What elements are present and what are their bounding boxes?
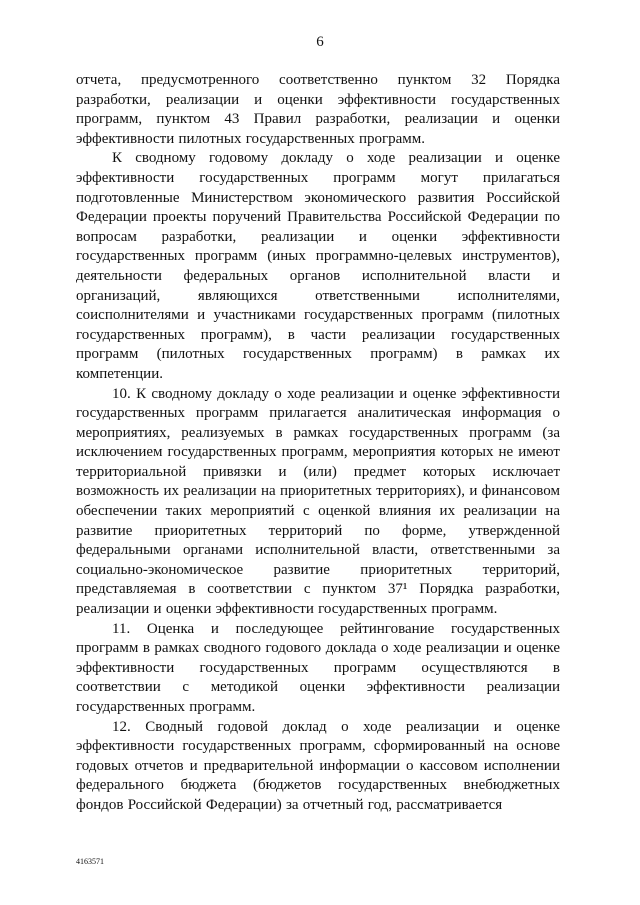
document-code: 4163571 [76,857,104,866]
document-body [76,71,560,816]
paragraph-item-12: 12. Сводный годовой доклад о ходе реализации и оценке эффективности государственных программ, сформированный на основе годовых отчетов и предварительной информации о кассовом исполнении федерального бюджета (бюджетов государственных внебюджетных фондов Российской Федерации) за отчетный год, рассматривается [76,718,560,813]
paragraph-item-10: 10. К сводному докладу о ходе реализации и оценке эффективности государственных программ прилагается аналитическая информация о мероприятиях, реализуемых в рамках государственных программ (за исключением государственных программ, мероприятия которых не имеют территориальной привязки и (или) предмет которых исключает возможность их реализации на приоритетных территориях), и финансовом обеспечении таких мероприятий с оценкой влияния их реализации на развитие приоритетных территорий по форме, утвержденной федеральными органами исполнительной власти, ответственными за социально-экономическое развитие приоритетных территорий, представляемая в соответствии с пунктом 37¹ Порядка разработки, реализации и оценки эффективности государственных программ. [76,385,560,618]
paragraph-continuation: отчета, предусмотренного соответственно пунктом 32 Порядка разработки, реализации и оценки эффективности государственных программ, пунктом 43 Правил разработки, реализации и оценки эффективности пилотных государственных программ. [76,72,560,147]
paragraph-draft-instructions: К сводному годовому докладу о ходе реализации и оценке эффективности государственных программ могут прилагаться подготовленные Министерством экономического развития Российской Федерации проекты поручений Правительства Российской Федерации по вопросам разработки, реализации и оценки эффективности государственных программ (иных программно-целевых инструментов), деятельности федеральных органов исполнительной власти и организаций, являющихся ответственными исполнителями, соисполнителями и участниками государственных программ (пилотных государственных программ), в части реализации государственных программ (пилотных государственных программ) в рамках их компетенции. [76,150,560,382]
paragraph-item-11: 11. Оценка и последующее рейтингование государственных программ в рамках сводного годового доклада о ходе реализации и оценке эффективности государственных программ осуществляются в соответствии с методикой оценки эффективности реализации государственных программ. [76,620,560,715]
page-number: 6 [316,34,324,50]
